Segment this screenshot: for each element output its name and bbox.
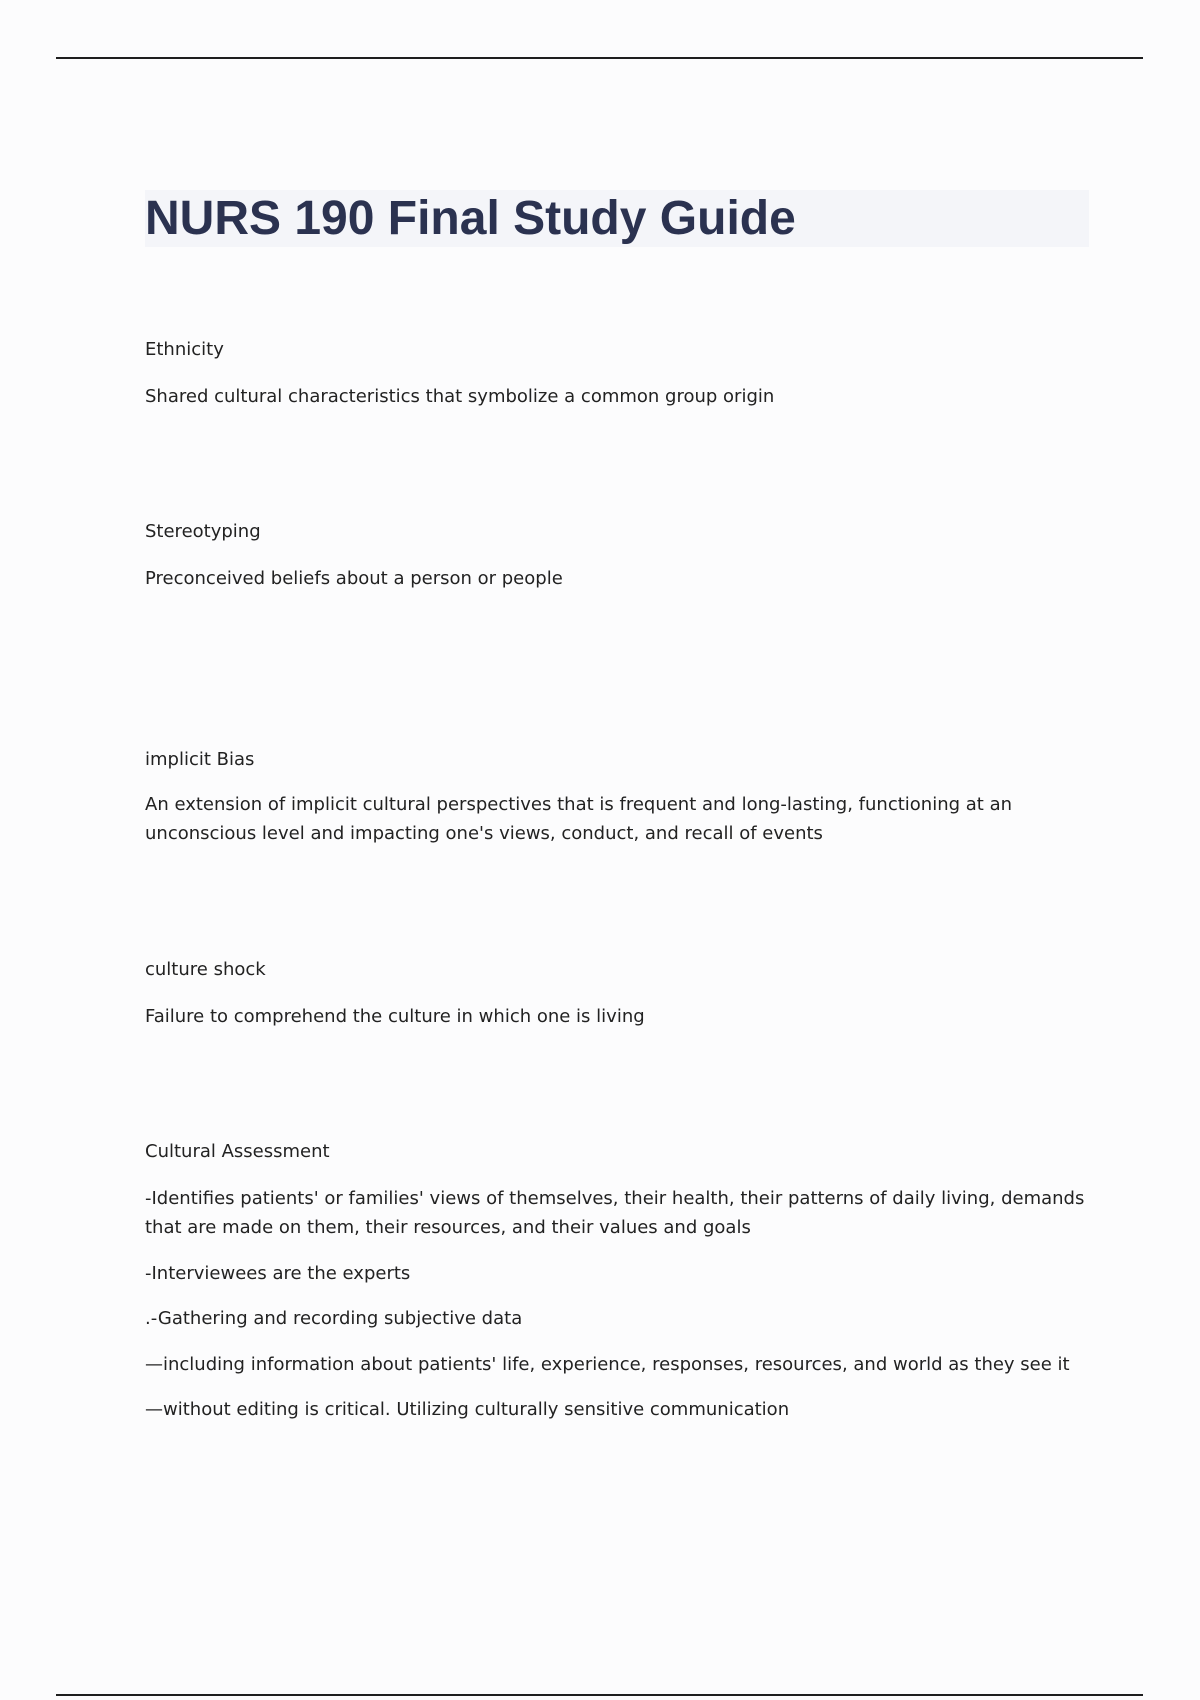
page-title: NURS 190 Final Study Guide: [145, 192, 796, 245]
definition-cultural-assessment-line-4: —including information about patients' life, experience, responses, resources, and world as they see it: [145, 1354, 1070, 1375]
definition-stereotyping: Preconceived beliefs about a person or people: [145, 568, 563, 589]
top-rule: [56, 57, 1143, 59]
term-ethnicity: Ethnicity: [145, 339, 224, 360]
term-culture-shock: culture shock: [145, 959, 266, 980]
definition-cultural-assessment-line-3: .-Gathering and recording subjective data: [145, 1308, 523, 1329]
definition-cultural-assessment-line-5: —without editing is critical. Utilizing culturally sensitive communication: [145, 1399, 790, 1420]
definition-cultural-assessment-line-2: -Interviewees are the experts: [145, 1263, 411, 1284]
bottom-rule: [56, 1694, 1143, 1696]
term-stereotyping: Stereotyping: [145, 521, 261, 542]
definition-ethnicity: Shared cultural characteristics that symbolize a common group origin: [145, 386, 775, 407]
definition-cultural-assessment-line-1: -Identifies patients' or families' views of themselves, their health, their patterns of daily living, demands that are made on them, their resources, and their values and goals: [145, 1188, 1085, 1238]
term-cultural-assessment: Cultural Assessment: [145, 1141, 330, 1162]
definition-culture-shock: Failure to comprehend the culture in which one is living: [145, 1006, 645, 1027]
definition-implicit-bias: An extension of implicit cultural perspectives that is frequent and long-lasting, functioning at an unconscious level and impacting one's views, conduct, and recall of events: [145, 794, 1013, 844]
term-implicit-bias: implicit Bias: [145, 749, 255, 770]
